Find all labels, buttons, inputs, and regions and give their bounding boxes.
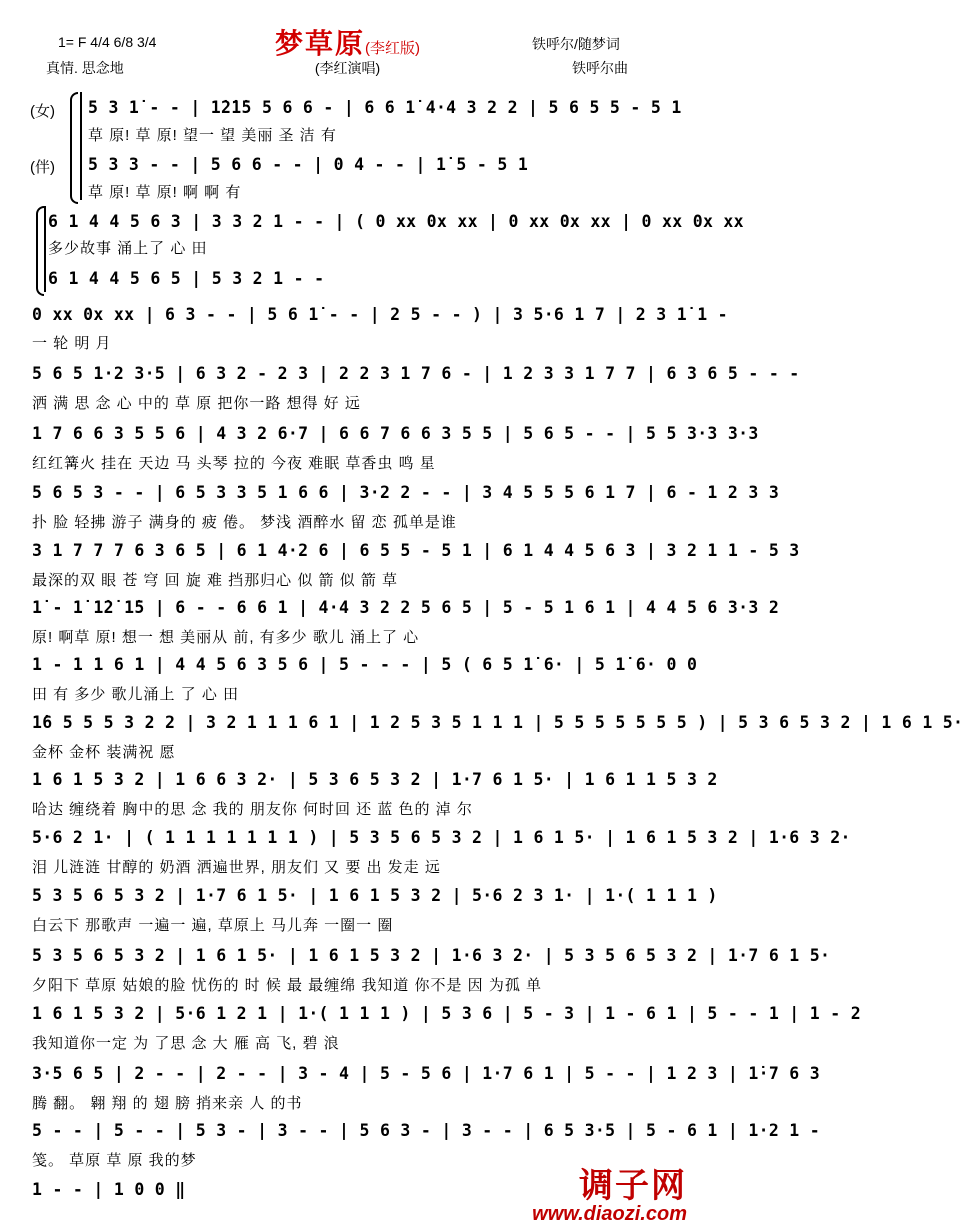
expression-marking: 真情. 思念地 [46,60,124,76]
notation-row: 3 1 7 7 7 6 3 6 5 | 6 1 4·2 6 | 6 5 5 - 5 1 | 6 1 4 4 5 6 3 | 3 2 1 1 - 5 3 [32,541,800,560]
composer: 铁呼尔曲 [572,60,628,76]
watermark [532,1158,687,1226]
lyric-row: 多少故事 涌上了 心 田 [48,240,208,257]
system-brace [70,92,78,204]
notation-row: 5 3 3 - - | 5 6 6 - - | 0 4 - - | 1̇ 5 - 5 1 [88,155,529,174]
performer: (李红演唱) [314,60,381,76]
notation-row: 3·5 6 5 | 2 - - | 2 - - | 3 - 4 | 5 - 5 6 | 1·7 6 1 | 5 - - | 1 2 3 | 1̇·7 6 3 [32,1064,821,1083]
watermark-logo-text: 调子网 [579,1167,687,1205]
lyric-row: 哈达 缠绕着 胸中的思 念 我的 朋友你 何时回 还 蓝 色的 淖 尔 [32,801,473,818]
title-text: 梦草原 [274,28,365,59]
key-signature: 1= F 4/4 6/8 3/4 [58,34,157,50]
notation-row: 5 3 5 6 5 3 2 | 1 6 1 5· | 1 6 1 5 3 2 | 1·6 3 2· | 5 3 5 6 5 3 2 | 1·7 6 1 5· [32,946,831,965]
title-version: (李红版) [365,40,420,57]
lyricist: 铁呼尔/随梦词 [532,36,620,52]
lyric-row: 夕阳下 草原 姑娘的脸 忧伤的 时 候 最 最缠绵 我知道 你不是 因 为孤 单 [32,977,543,994]
notation-row: 1 7 6 6 3 5 5 6 | 4 3 2 6·7 | 6 6 7 6 6 3 5 5 | 5 6 5 - - | 5 5 3·3 3·3 [32,424,759,443]
lyric-row: 白云下 那歌声 一遍一 遍, 草原上 马儿奔 一圈一 圈 [32,917,394,934]
lyric-row: 田 有 多少 歌儿涌上 了 心 田 [32,686,240,703]
lyric-row: 泪 儿涟涟 甘醇的 奶酒 洒遍世界, 朋友们 又 要 出 发走 远 [32,859,441,876]
notation-row: 1 6 1 5 3 2 | 1 6 6 3 2· | 5 3 6 5 3 2 | 1·7 6 1 5· | 1 6 1 1 5 3 2 [32,770,718,789]
notation-row: 1 6 1 5 3 2 | 5·6 1 2 1 | 1·( 1 1 1 ) | 5 3 6 | 5 - 3 | 1 - 6 1 | 5 - - 1 | 1 - 2 [32,1004,861,1023]
notation-row: 5 6 5 1·2 3·5 | 6 3 2 - 2 3 | 2 2 3 1 7 6 - | 1 2 3 3 1 7 7 | 6 3 6 5 - - - [32,364,800,383]
notation-row: 1̇6 5 5 5 3 2 2 | 3 2 1 1 1 6 1 | 1 2 5 3 5 1 1 1 | 5 5 5 5 5 5 5 ) | 5 3 6 5 3 2 | 1 6 1 5· [32,713,963,732]
notation-row: 6 1 4 4 5 6 5 | 5 3 2 1 - - [48,269,325,288]
lyric-row: 扑 脸 轻拂 游子 满身的 疲 倦。 梦浅 酒醉水 留 恋 孤单是谁 [32,514,457,531]
lyric-row: 一 轮 明 月 [32,335,112,352]
notation-row: 5 3 1̇ - - | 1̇2̇1̇5 5 6 6 - | 6 6 1̇ 4·4 3 2 2 | 5 6 5 5 - 5 1 [88,98,682,117]
voice-label-accompaniment: (伴) [30,159,55,176]
watermark-url: www.diaozi.com [532,1203,687,1225]
lyric-row: 金杯 金杯 装满祝 愿 [32,744,176,761]
notation-row: 5·6 2 1· | ( 1 1 1 1 1 1 1 ) | 5 3 5 6 5 3 2 | 1 6 1 5· | 1 6 1 5 3 2 | 1·6 3 2· [32,828,851,847]
lyric-row: 笺。 草原 草 原 我的梦 [32,1152,197,1169]
notation-row: 1̇ - 1̇ 1̇2̇ 1̇5 | 6 - - 6 6 1 | 4·4 3 2 2 5 6 5 | 5 - 5 1 6 1 | 4 4 5 6 3·3 2 [32,598,780,617]
system-bar [80,92,82,200]
notation-row: 5 - - | 5 - - | 5 3 - | 3 - - | 5 6 3 - | 3 - - | 6 5 3·5 | 5 - 6 1 | 1·2 1 - [32,1121,821,1140]
notation-row: 1 - - | 1 0 0 ‖ [32,1180,186,1199]
system-brace [36,206,44,296]
lyric-row: 洒 满 思 念 心 中的 草 原 把你一路 想得 好 远 [32,395,361,412]
notation-row: 0 xx 0x xx | 6 3 - - | 5 6 1̇ - - | 2 5 - - ) | 3 5·6 1 7 | 2 3 1̇ 1 - [32,305,728,324]
lyric-row: 红红篝火 挂在 天边 马 头琴 拉的 今夜 难眠 草香虫 鸣 星 [32,455,436,472]
lyric-row: 腾 翻。 翱 翔 的 翅 膀 捎来亲 人 的书 [32,1095,303,1112]
system-bar [44,206,46,292]
lyric-row: 我知道你一定 为 了思 念 大 雁 高 飞, 碧 浪 [32,1035,340,1052]
lyric-row: 草 原! 草 原! 望一 望 美丽 圣 洁 有 [88,127,337,144]
voice-label-female: (女) [30,103,55,120]
lyric-row: 草 原! 草 原! 啊 啊 有 [88,184,242,201]
lyric-row: 原! 啊草 原! 想一 想 美丽从 前, 有多少 歌儿 涌上了 心 [32,629,420,646]
notation-row: 1 - 1 1 6 1 | 4 4 5 6 3 5 6 | 5 - - - | 5 ( 6 5 1̇ 6· | 5 1̇ 6· 0 0 [32,655,698,674]
notation-row: 6 1 4 4 5 6 3 | 3 3 2 1 - - | ( 0 xx 0x xx | 0 xx 0x xx | 0 xx 0x xx [48,212,744,231]
notation-row: 5 6 5 3 - - | 6 5 3 3 5 1 6 6 | 3·2 2 - - | 3 4 5 5 5 6 1 7 | 6 - 1 2 3 3 [32,483,780,502]
lyric-row: 最深的双 眼 苍 穹 回 旋 难 挡那归心 似 箭 似 箭 草 [32,572,399,589]
notation-row: 5 3 5 6 5 3 2 | 1·7 6 1 5· | 1 6 1 5 3 2 | 5·6 2 3 1· | 1·( 1 1 1 ) [32,886,718,905]
